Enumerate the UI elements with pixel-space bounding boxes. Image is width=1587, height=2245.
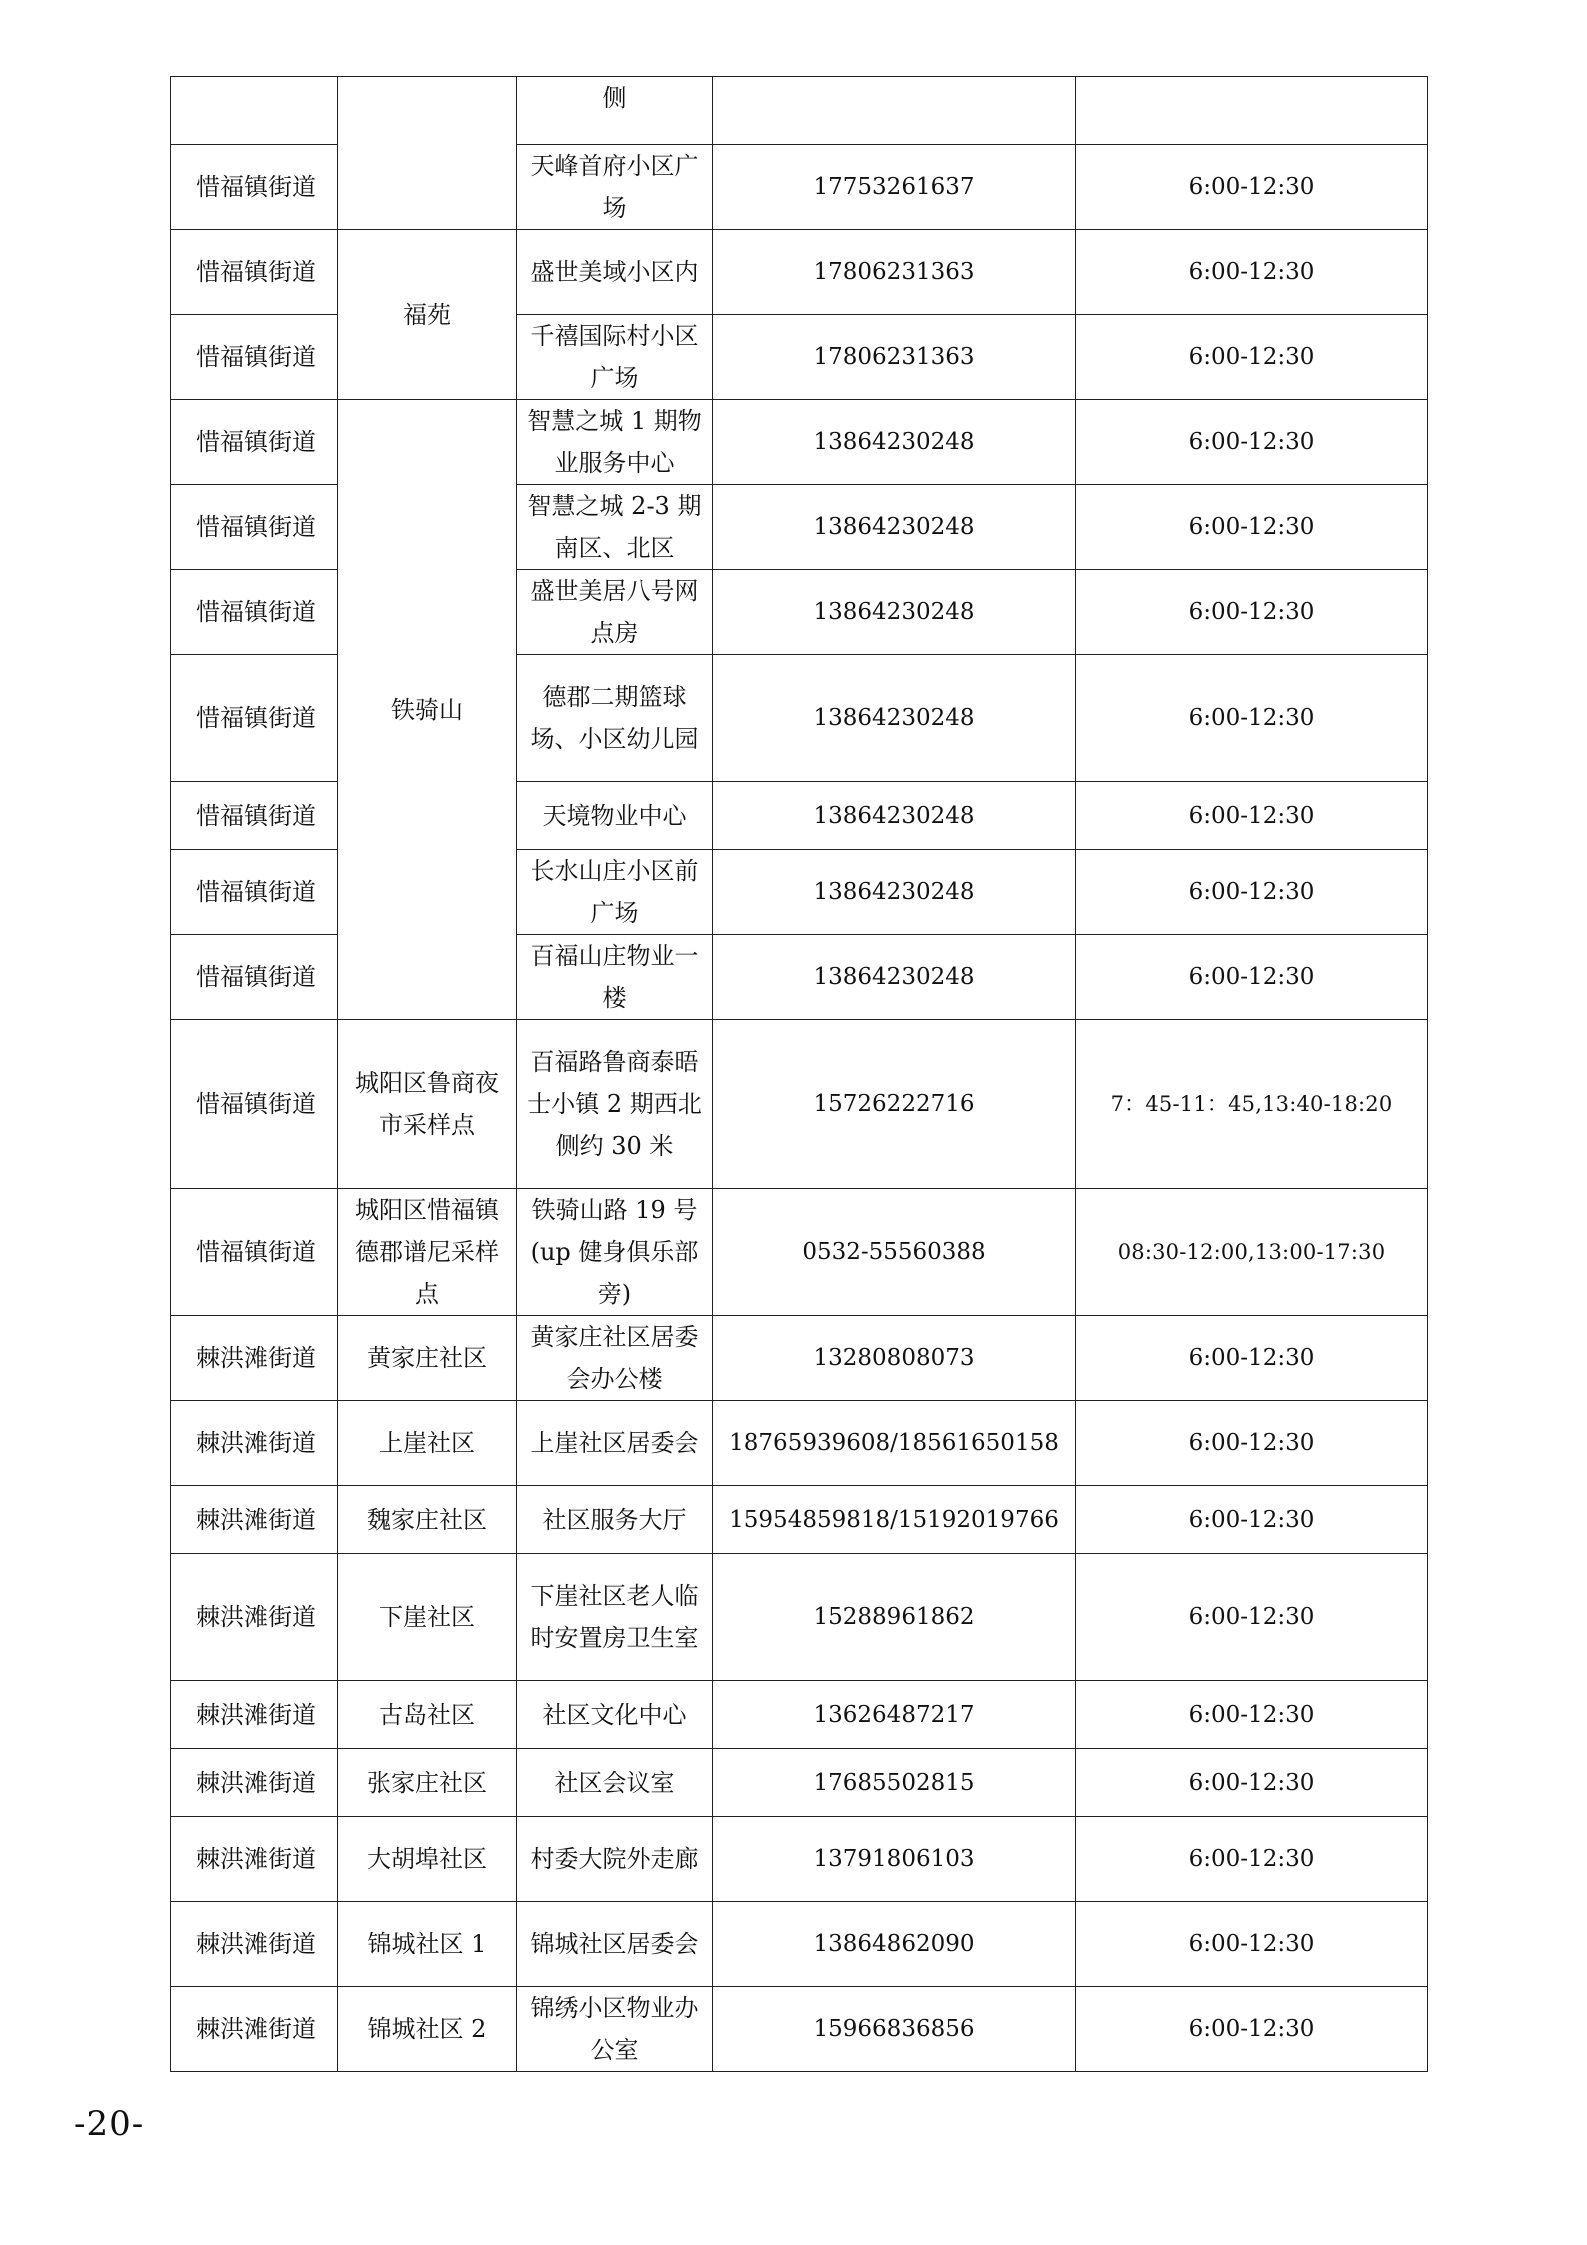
hours-cell: 6:00-12:30: [1076, 1401, 1428, 1486]
phone-cell: 15726222716: [713, 1020, 1076, 1189]
street-cell: 惜福镇街道: [171, 400, 338, 485]
table-row: [171, 1749, 1428, 1817]
hours-cell: 6:00-12:30: [1076, 1987, 1428, 2072]
street-cell: 惜福镇街道: [171, 315, 338, 400]
phone-cell: 13864230248: [713, 485, 1076, 570]
hours-cell: 6:00-12:30: [1076, 570, 1428, 655]
community-cell: 古岛社区: [338, 1681, 517, 1749]
community-cell: 张家庄社区: [338, 1749, 517, 1817]
table-row: [171, 1681, 1428, 1749]
table-row: [171, 1987, 1428, 2072]
site-cell: 社区文化中心: [517, 1681, 713, 1749]
site-cell: 锦绣小区物业办公室: [517, 1987, 713, 2072]
community-cell: 下崖社区: [338, 1554, 517, 1681]
street-cell: 棘洪滩街道: [171, 1316, 338, 1401]
hours-cell: 6:00-12:30: [1076, 485, 1428, 570]
phone-cell: 17685502815: [713, 1749, 1076, 1817]
phone-cell: 17806231363: [713, 230, 1076, 315]
hours-cell: 6:00-12:30: [1076, 1486, 1428, 1554]
site-cell: 天境物业中心: [517, 782, 713, 850]
site-cell: 智慧之城 1 期物业服务中心: [517, 400, 713, 485]
hours-cell: 6:00-12:30: [1076, 782, 1428, 850]
street-cell: 惜福镇街道: [171, 1020, 338, 1189]
street-cell: 棘洪滩街道: [171, 1902, 338, 1987]
street-cell: 惜福镇街道: [171, 570, 338, 655]
site-cell: 铁骑山路 19 号(up 健身俱乐部旁): [517, 1189, 713, 1316]
site-cell: 德郡二期篮球场、小区幼儿园: [517, 655, 713, 782]
street-cell: 棘洪滩街道: [171, 1401, 338, 1486]
phone-cell: 13864230248: [713, 850, 1076, 935]
hours-cell: 6:00-12:30: [1076, 145, 1428, 230]
hours-cell: 08:30-12:00,13:00-17:30: [1076, 1189, 1428, 1316]
hours-cell: 6:00-12:30: [1076, 1681, 1428, 1749]
community-cell: 锦城社区 1: [338, 1902, 517, 1987]
table-row: [171, 400, 1428, 485]
hours-cell: 6:00-12:30: [1076, 1554, 1428, 1681]
sampling-site-table: [170, 76, 1428, 2072]
site-cell: 盛世美域小区内: [517, 230, 713, 315]
table-row: [171, 1316, 1428, 1401]
community-cell: 城阳区鲁商夜市采样点: [338, 1020, 517, 1189]
table-row: [171, 1401, 1428, 1486]
street-cell: [171, 77, 338, 145]
street-cell: 棘洪滩街道: [171, 1486, 338, 1554]
phone-cell: 13864230248: [713, 935, 1076, 1020]
site-cell: 侧: [517, 77, 713, 145]
street-cell: 惜福镇街道: [171, 782, 338, 850]
phone-cell: 15966836856: [713, 1987, 1076, 2072]
community-cell: 福苑: [338, 230, 517, 400]
site-cell: 千禧国际村小区广场: [517, 315, 713, 400]
phone-cell: 13864230248: [713, 655, 1076, 782]
site-cell: 天峰首府小区广场: [517, 145, 713, 230]
phone-cell: 13791806103: [713, 1817, 1076, 1902]
phone-cell: 13626487217: [713, 1681, 1076, 1749]
site-cell: 社区会议室: [517, 1749, 713, 1817]
street-cell: 棘洪滩街道: [171, 1987, 338, 2072]
street-cell: 惜福镇街道: [171, 935, 338, 1020]
site-cell: 百福山庄物业一楼: [517, 935, 713, 1020]
hours-cell: 7：45-11：45,13:40-18:20: [1076, 1020, 1428, 1189]
site-cell: 村委大院外走廊: [517, 1817, 713, 1902]
street-cell: 棘洪滩街道: [171, 1554, 338, 1681]
site-cell: 长水山庄小区前广场: [517, 850, 713, 935]
hours-cell: 6:00-12:30: [1076, 850, 1428, 935]
hours-cell: 6:00-12:30: [1076, 1817, 1428, 1902]
community-cell: 锦城社区 2: [338, 1987, 517, 2072]
street-cell: 棘洪滩街道: [171, 1681, 338, 1749]
community-cell: 黄家庄社区: [338, 1316, 517, 1401]
street-cell: 棘洪滩街道: [171, 1749, 338, 1817]
street-cell: 惜福镇街道: [171, 1189, 338, 1316]
phone-cell: 13280808073: [713, 1316, 1076, 1401]
site-cell: 社区服务大厅: [517, 1486, 713, 1554]
table-row: [171, 1902, 1428, 1987]
table-row: [171, 77, 1428, 145]
hours-cell: 6:00-12:30: [1076, 1316, 1428, 1401]
community-cell: 大胡埠社区: [338, 1817, 517, 1902]
hours-cell: 6:00-12:30: [1076, 315, 1428, 400]
table-row: [171, 1189, 1428, 1316]
phone-cell: 15954859818/15192019766: [713, 1486, 1076, 1554]
phone-cell: [713, 77, 1076, 145]
table-row: [171, 1554, 1428, 1681]
hours-cell: 6:00-12:30: [1076, 655, 1428, 782]
street-cell: 惜福镇街道: [171, 230, 338, 315]
community-cell: 上崖社区: [338, 1401, 517, 1486]
site-cell: 下崖社区老人临时安置房卫生室: [517, 1554, 713, 1681]
phone-cell: 17806231363: [713, 315, 1076, 400]
community-cell: [338, 77, 517, 230]
phone-cell: 18765939608/18561650158: [713, 1401, 1076, 1486]
table-row: [171, 1486, 1428, 1554]
street-cell: 惜福镇街道: [171, 655, 338, 782]
phone-cell: 13864862090: [713, 1902, 1076, 1987]
phone-cell: 13864230248: [713, 400, 1076, 485]
community-cell: 魏家庄社区: [338, 1486, 517, 1554]
street-cell: 棘洪滩街道: [171, 1817, 338, 1902]
site-cell: 上崖社区居委会: [517, 1401, 713, 1486]
hours-cell: [1076, 77, 1428, 145]
site-cell: 黄家庄社区居委会办公楼: [517, 1316, 713, 1401]
hours-cell: 6:00-12:30: [1076, 1902, 1428, 1987]
hours-cell: 6:00-12:30: [1076, 1749, 1428, 1817]
site-cell: 锦城社区居委会: [517, 1902, 713, 1987]
street-cell: 惜福镇街道: [171, 850, 338, 935]
hours-cell: 6:00-12:30: [1076, 935, 1428, 1020]
community-cell: 城阳区惜福镇德郡谱尼采样点: [338, 1189, 517, 1316]
site-cell: 智慧之城 2-3 期南区、北区: [517, 485, 713, 570]
page-number: -20-: [74, 2104, 145, 2144]
hours-cell: 6:00-12:30: [1076, 230, 1428, 315]
phone-cell: 17753261637: [713, 145, 1076, 230]
street-cell: 惜福镇街道: [171, 145, 338, 230]
table-row: [171, 1817, 1428, 1902]
phone-cell: 0532-55560388: [713, 1189, 1076, 1316]
site-cell: 百福路鲁商泰晤士小镇 2 期西北侧约 30 米: [517, 1020, 713, 1189]
site-cell: 盛世美居八号网点房: [517, 570, 713, 655]
phone-cell: 13864230248: [713, 570, 1076, 655]
table-row: [171, 1020, 1428, 1189]
phone-cell: 13864230248: [713, 782, 1076, 850]
phone-cell: 15288961862: [713, 1554, 1076, 1681]
table-row: [171, 230, 1428, 315]
hours-cell: 6:00-12:30: [1076, 400, 1428, 485]
community-cell: 铁骑山: [338, 400, 517, 1020]
street-cell: 惜福镇街道: [171, 485, 338, 570]
